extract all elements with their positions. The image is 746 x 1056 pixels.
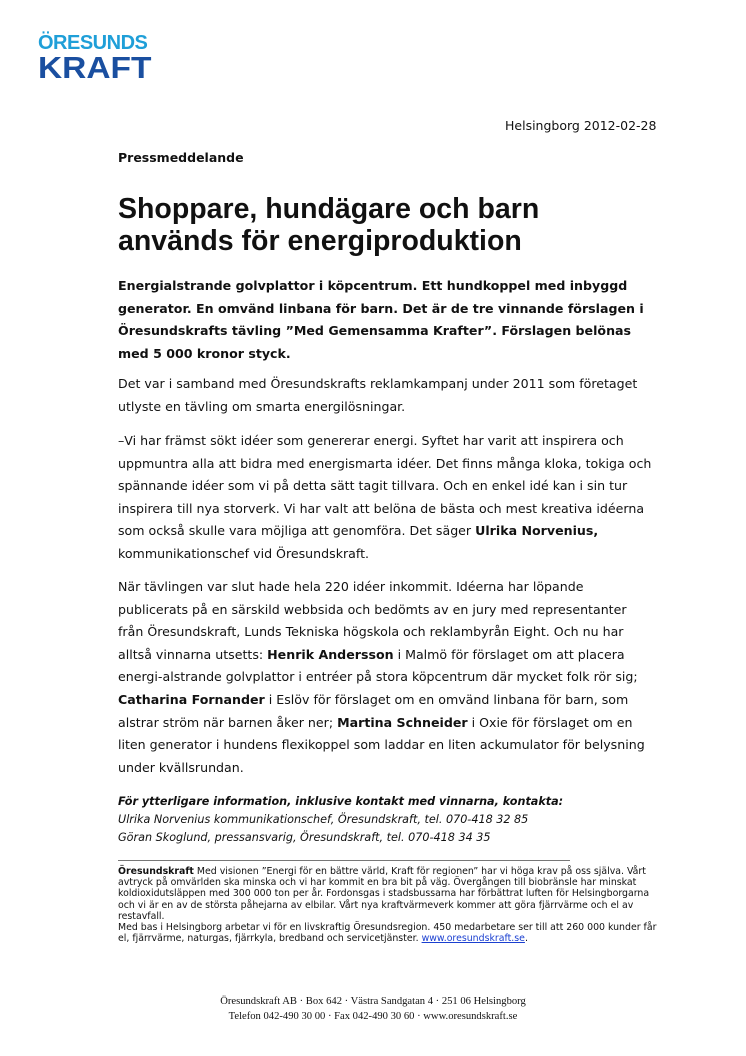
about-text: Med visionen ”Energi för en bättre värld, Kraft för regionen” har vi höga krav på oss själva. Vårt avtryck på omvärlden ska minska och vi har kommit en bra bit på väg. Övergången till biobränsle har minskat koldioxidutsläppen med 300 000 ton per år. Fordonsgas i stadsbussarna har förbättrat luften för Helsingborgarna och vi är en av de största påhejarna av elbilar. Vårt nya kraftvärmeverk kommer att göra fjärrvärme och el av restavfall.	[118, 866, 650, 922]
winner-1-text: i Malmö för förslaget om att placera energi-alstrande golvplattor i entréer på stora köpcentrum där mycket folk rör sig;	[118, 646, 638, 685]
spokesperson-title: kommunikationschef vid Öresundskraft.	[118, 545, 370, 561]
winner-2-text: i Eslöv för förslaget om en omvänd linbana för barn, som alstrar ström när barnen åker ner;	[118, 691, 629, 730]
contact-line-1: Ulrika Norvenius kommunikationschef, Öresundskraft, tel. 070-418 32 85	[118, 813, 529, 826]
about-end: .	[524, 933, 528, 945]
dateline: Helsingborg 2012-02-28	[505, 118, 657, 133]
quote-text: –Vi har främst sökt idéer som genererar energi. Syftet har varit att inspirera och uppmuntra alla att bidra med energismarta idéer. Det finns många kloka, tokiga och spännande idéer som vi på detta sätt tagit tillvara. Och en enkel idé kan i sin tur inspirera till nya storverk. Vi har valt att belöna de bästa och mest kreativa idéerna som också skulle vara möjliga att genomföra. Det säger	[118, 433, 652, 539]
lead-paragraph: Energialstrande golvplattor i köpcentrum. Ett hundkoppel med inbyggd generator. En omvänd linbana för barn. Det är de tre vinnande förslagen i Öresundskrafts tävling ”Med Gemensamma Krafter”. Förslagen belönas med 5 000 kronor styck.	[118, 278, 644, 361]
document-type: Pressmeddelande	[118, 150, 244, 165]
about-company-name: Öresundskraft	[118, 866, 194, 877]
winners-intro: När tävlingen var slut hade hela 220 idéer inkommit. Idéerna har löpande publicerats på en särskild webbsida och bedömts av en jury med representanter från Öresundskraft, Lunds Tekniska högskola och reklambyrån Eight. Och nu har alltså vinnarna utsetts:	[118, 579, 627, 662]
winner-3-name: Martina Schneider	[337, 714, 468, 730]
contact-line-2: Göran Skoglund, pressansvarig, Öresundskraft, tel. 070-418 34 35	[118, 831, 491, 844]
about-paragraph-2	[118, 922, 658, 944]
spokesperson-name: Ulrika Norvenius,	[475, 523, 599, 539]
paragraph-1: Det var i samband med Öresundskrafts reklamkampanj under 2011 som företaget utlyste en tävling om smarta energilösningar.	[118, 376, 638, 414]
website-link[interactable]: www.oresundskraft.se	[421, 933, 525, 945]
winner-2-name: Catharina Fornander	[118, 691, 265, 707]
headline: Shoppare, hundägare och barn används för energiproduktion	[118, 193, 540, 257]
paragraph-2	[118, 430, 653, 566]
company-logo	[38, 32, 168, 85]
about-paragraph-1	[118, 866, 658, 922]
winner-3-text: i Oxie för förslaget om en liten generator i hundens flexikoppel som laddar en liten ackumulator för belysning under kvällsrundan.	[118, 714, 645, 775]
about-text-2: Med bas i Helsingborg arbetar vi för en livskraftig Öresundsregion. 450 medarbetare ser till att 260 000 kunder får el, fjärrvärme, naturgas, fjärrkyla, bredband och servicetjänster.	[118, 922, 657, 945]
contact-block	[118, 793, 658, 847]
contact-heading: För ytterligare information, inklusive kontakt med vinnarna, kontakta:	[118, 795, 564, 808]
logo-bottom-text: KRAFT	[38, 50, 152, 85]
paragraph-3	[118, 576, 653, 779]
footer-contact: Telefon 042-490 30 00 · Fax 042-490 30 60 · www.oresundskraft.se	[228, 1011, 518, 1022]
divider	[118, 860, 570, 861]
about-company	[118, 866, 658, 944]
winner-1-name: Henrik Andersson	[267, 646, 394, 662]
footer-address: Öresundskraft AB · Box 642 · Västra Sandgatan 4 · 251 06 Helsingborg	[220, 996, 526, 1007]
logo-top-text: ÖRESUNDS	[38, 32, 148, 54]
